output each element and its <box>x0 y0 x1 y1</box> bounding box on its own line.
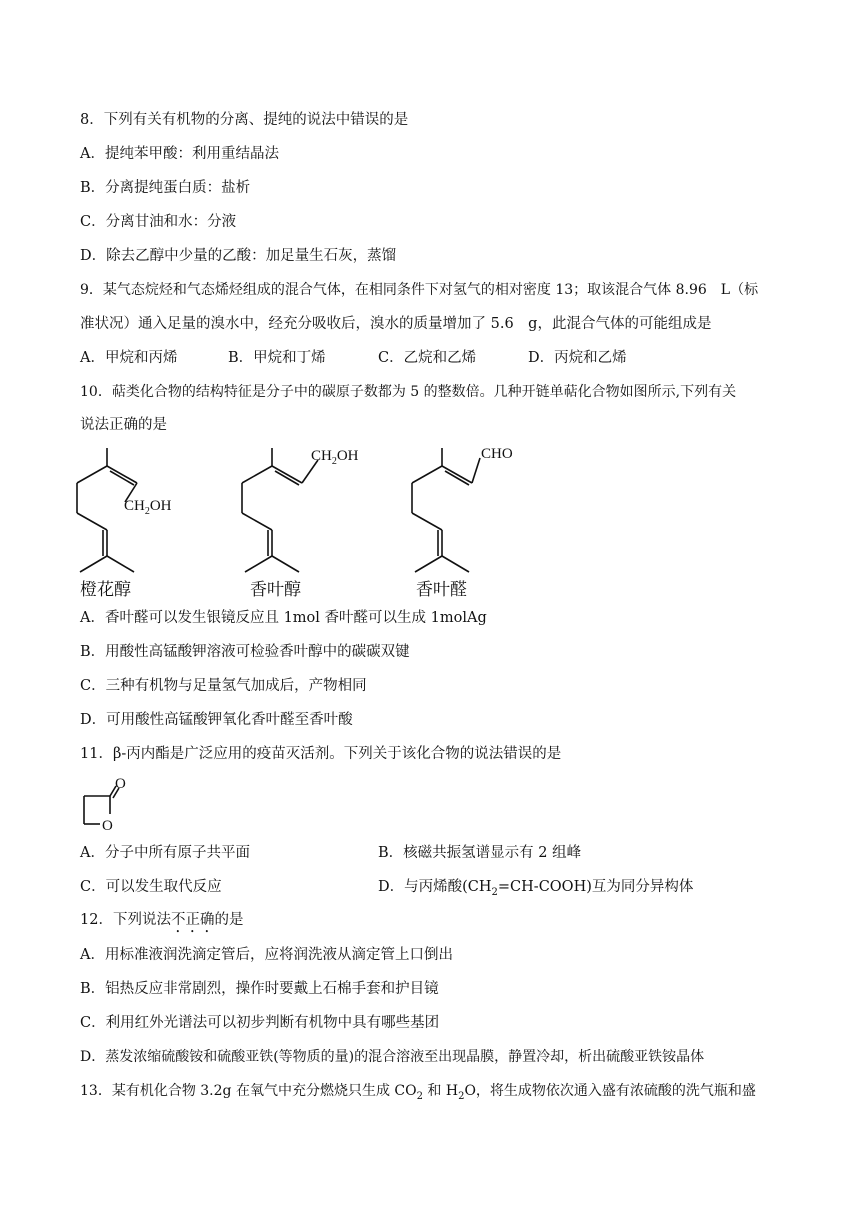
beta-propiolactone-structure <box>76 772 136 832</box>
q11-option-a: A．分子中所有原子共平面 <box>80 845 250 861</box>
q10-option-b: B．用酸性高锰酸钾溶液可检验香叶醇中的碳碳双键 <box>80 644 410 660</box>
q9-option-d: D．丙烷和乙烯 <box>528 350 627 366</box>
q8-option-d: D．除去乙醇中少量的乙酸：加足量生石灰，蒸馏 <box>80 248 397 264</box>
geraniol-name: 香叶醇 <box>250 580 301 600</box>
citral-structure <box>412 448 480 572</box>
q8-stem: 8．下列有关有机物的分离、提纯的说法中错误的是 <box>80 112 409 128</box>
q8-option-b: B．分离提纯蛋白质：盐析 <box>80 180 251 196</box>
q10-option-d: D．可用酸性高锰酸钾氧化香叶醛至香叶酸 <box>80 712 353 728</box>
q11-option-c: C．可以发生取代反应 <box>80 879 222 895</box>
q9-option-c: C．乙烷和乙烯 <box>378 350 477 366</box>
q9-stem-line2: 准状况）通入足量的溴水中，经充分吸收后，溴水的质量增加了 5.6 g，此混合气体的可能组成是 <box>80 316 712 332</box>
nerol-group-label: $CH_2OH$ <box>124 498 172 517</box>
q10-stem-line2: 说法正确的是 <box>80 417 167 433</box>
citral-name: 香叶醛 <box>416 580 467 600</box>
q11-option-d: D．与丙烯酸$(CH_2=CH-COOH)$互为同分异构体 <box>378 879 694 898</box>
q12-option-d: D．蒸发浓缩硫酸铵和硫酸亚铁(等物质的量)的混合溶液至出现晶膜，静置冷却，析出硫酸亚铁铵晶体 <box>80 1049 705 1065</box>
q12-stem: 12．下列说法不正确的是 <box>80 912 244 928</box>
q12-option-b: B．铝热反应非常剧烈，操作时要戴上石棉手套和护目镜 <box>80 981 439 997</box>
q11-stem: 11．β-丙内酯是广泛应用的疫苗灭活剂。下列关于该化合物的说法错误的是 <box>80 746 562 762</box>
q11-option-b: B．核磁共振氢谱显示有 2 组峰 <box>378 845 582 861</box>
q9-stem-line1: 9．某气态烷烃和气态烯烃组成的混合气体，在相同条件下对氢气的相对密度 13；取该混合气体 8.96 L（标 <box>80 282 759 298</box>
nerol-name: 橙花醇 <box>80 580 131 600</box>
geraniol-structure <box>242 448 318 572</box>
q9-option-b: B．甲烷和丁烯 <box>228 350 326 366</box>
q12-option-c: C．利用红外光谱法可以初步判断有机物中具有哪些基团 <box>80 1015 440 1031</box>
q13-stem: 13．某有机化合物 3.2g 在氧气中充分燃烧只生成 $CO_2$ 和 $H_2O$，将生成物依次通入盛有浓硫酸的洗气瓶和盛 <box>80 1083 756 1102</box>
q9-option-a: A．甲烷和丙烯 <box>80 350 178 366</box>
geraniol-group-label: $CH_2OH$ <box>311 448 359 467</box>
ring-oxygen-label: O <box>102 818 113 832</box>
q10-stem-line1: 10．萜类化合物的结构特征是分子中的碳原子数都为 5 的整数倍。几种开链单萜化合物如图所示,下列有关 <box>80 384 737 400</box>
q8-option-a: A．提纯苯甲酸：利用重结晶法 <box>80 146 279 162</box>
q10-option-c: C．三种有机物与足量氢气加成后，产物相同 <box>80 678 367 694</box>
citral-group-label: CHO <box>481 446 513 462</box>
q10-option-a: A．香叶醛可以发生银镜反应且 1mol 香叶醛可以生成 1molAg <box>80 610 487 626</box>
carbonyl-oxygen-label: O <box>115 776 126 792</box>
q8-option-c: C．分离甘油和水：分液 <box>80 214 237 230</box>
q12-emphasis: 不正确 <box>170 912 215 928</box>
q12-option-a: A．用标准液润洗滴定管后，应将润洗液从滴定管上口倒出 <box>80 947 453 963</box>
